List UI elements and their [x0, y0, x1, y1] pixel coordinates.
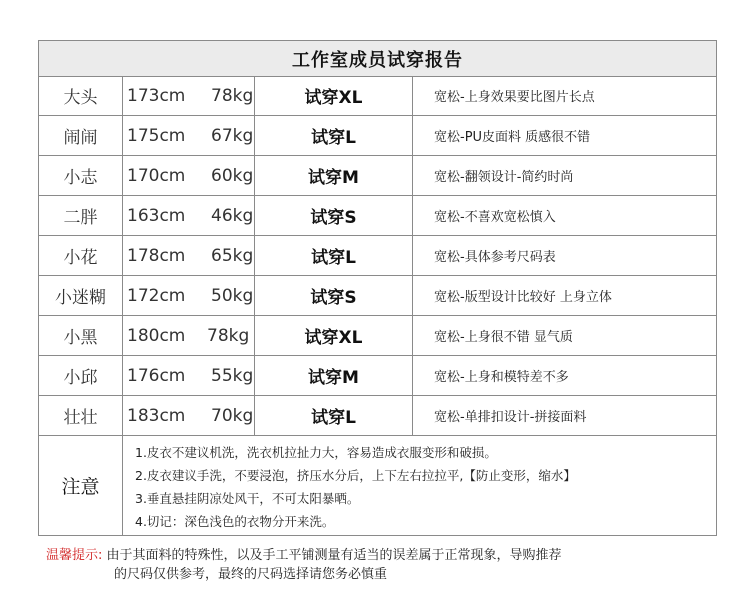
- table-row: [39, 236, 716, 276]
- member-weight: 46kg: [211, 205, 254, 226]
- tried-size: 试穿S: [254, 196, 413, 235]
- member-height: 163cm: [127, 205, 186, 226]
- tried-size: 试穿M: [254, 356, 413, 395]
- member-height: 176cm: [127, 365, 186, 386]
- care-instruction: 1.皮衣不建议机洗，洗衣机拉扯力大，容易造成衣服变形和破损。: [135, 445, 497, 460]
- fitting-report-table: [38, 40, 717, 536]
- fit-note: 宽松-上身效果要比图片长点: [434, 90, 595, 105]
- fit-note: 宽松-上身和模特差不多: [434, 370, 569, 385]
- warm-tip: [46, 546, 562, 565]
- member-weight: 55kg: [211, 365, 254, 386]
- fit-note: 宽松-具体参考尺码表: [434, 250, 556, 265]
- member-height: 178cm: [127, 245, 186, 266]
- member-name: 二胖: [39, 196, 123, 235]
- tried-size: 试穿L: [254, 396, 413, 435]
- member-weight: 78kg: [211, 85, 254, 106]
- member-name: 小花: [39, 236, 123, 275]
- member-height: 183cm: [127, 405, 186, 426]
- member-name: 小志: [39, 156, 123, 195]
- member-weight: 50kg: [211, 285, 254, 306]
- fit-note: 宽松-版型设计比较好 上身立体: [434, 290, 612, 305]
- tried-size: 试穿XL: [254, 76, 413, 115]
- tip-text-line1: 由于其面料的特殊性，以及手工平铺测量有适当的误差属于正常现象，导购推荐: [106, 548, 562, 563]
- table-row: [39, 156, 716, 196]
- notice-label: 注意: [39, 436, 123, 535]
- member-name: 闹闹: [39, 116, 123, 155]
- tried-size: 试穿S: [254, 276, 413, 315]
- member-weight: 78kg: [207, 325, 250, 346]
- care-instruction: 2.皮衣建议手洗，不要浸泡，挤压水分后，上下左右拉拉平,【防止变形，缩水】: [135, 468, 576, 483]
- care-instruction: 4.切记：深色浅色的衣物分开来洗。: [135, 514, 335, 529]
- tried-size: 试穿M: [254, 156, 413, 195]
- member-name: 小黑: [39, 316, 123, 355]
- fit-note: 宽松-翻领设计-简约时尚: [434, 170, 574, 185]
- tried-size: 试穿L: [254, 236, 413, 275]
- member-weight: 60kg: [211, 165, 254, 186]
- report-title: 工作室成员试穿报告: [39, 41, 716, 77]
- fit-note: 宽松-不喜欢宽松慎入: [434, 210, 556, 225]
- table-row: [39, 316, 716, 356]
- care-instructions-list: [135, 441, 576, 533]
- member-name: 小迷糊: [39, 276, 123, 315]
- table-row: [39, 116, 716, 156]
- member-weight: 65kg: [211, 245, 254, 266]
- member-weight: 70kg: [211, 405, 254, 426]
- tried-size: 试穿XL: [254, 316, 413, 355]
- table-row: [39, 76, 716, 116]
- tried-size: 试穿L: [254, 116, 413, 155]
- member-name: 大头: [39, 76, 123, 115]
- table-row: [39, 356, 716, 396]
- member-height: 170cm: [127, 165, 186, 186]
- table-row: [39, 196, 716, 236]
- member-name: 壮壮: [39, 396, 123, 435]
- care-notice-section: [39, 436, 716, 535]
- care-instruction: 3.垂直悬挂阴凉处风干，不可太阳暴晒。: [135, 491, 360, 506]
- fit-note: 宽松-单排扣设计-拼接面料: [434, 410, 587, 425]
- member-height: 173cm: [127, 85, 186, 106]
- fit-note: 宽松-上身很不错 显气质: [434, 330, 573, 345]
- member-weight: 67kg: [211, 125, 254, 146]
- member-height: 180cm: [127, 325, 186, 346]
- table-row: [39, 396, 716, 436]
- member-height: 172cm: [127, 285, 186, 306]
- tip-text-line2: 的尺码仅供参考，最终的尺码选择请您务必慎重: [114, 567, 388, 582]
- table-row: [39, 276, 716, 316]
- member-name: 小邱: [39, 356, 123, 395]
- member-height: 175cm: [127, 125, 186, 146]
- tip-label: 温馨提示:: [46, 548, 103, 563]
- fit-note: 宽松-PU皮面料 质感很不错: [434, 130, 591, 145]
